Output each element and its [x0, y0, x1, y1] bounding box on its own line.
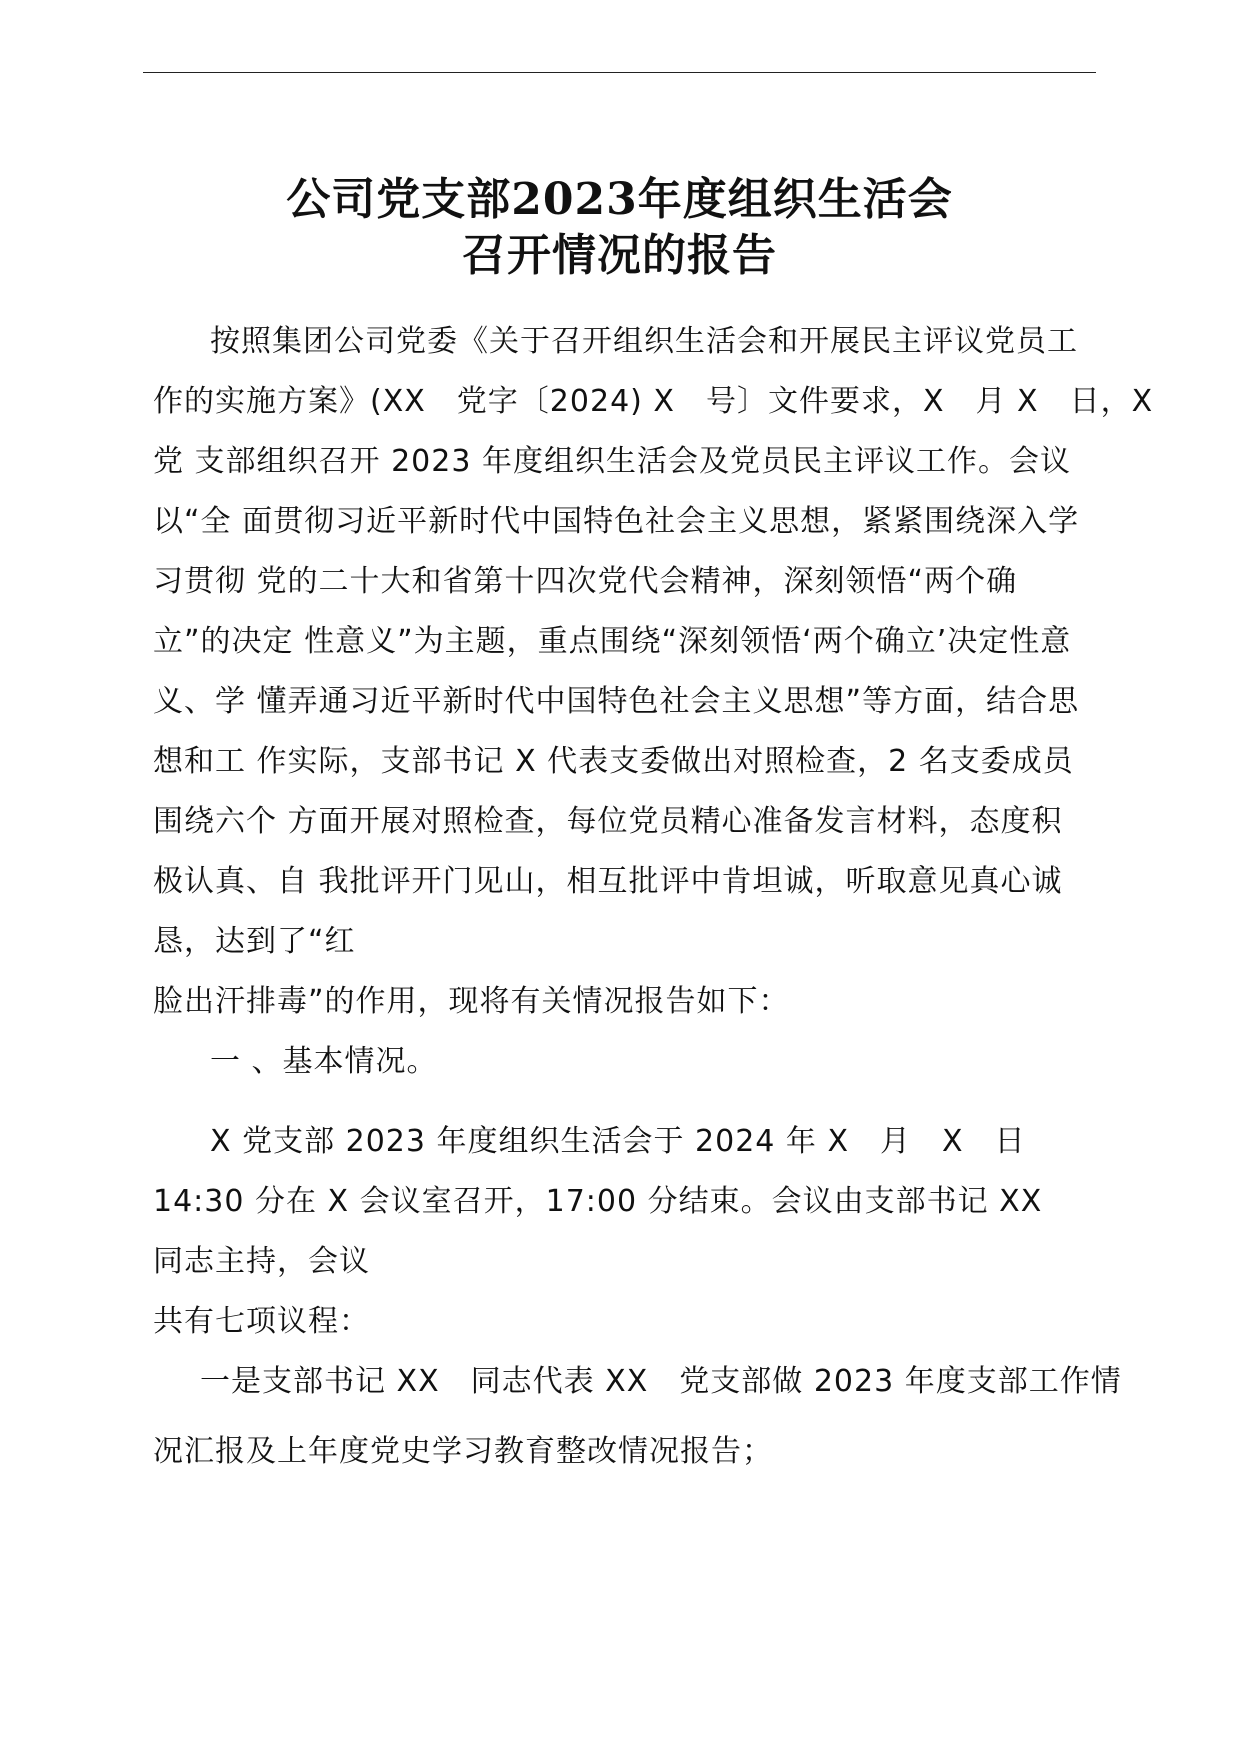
paragraph-line: 按照集团公司党委《关于召开组织生活会和开展民主评议党员工 — [210, 324, 1078, 359]
paragraph-line: 同志主持，会议 — [153, 1244, 370, 1279]
paragraph-line: 极认真、自 我批评开门见山，相互批评中肯坦诚，听取意见真心诚 — [153, 864, 1063, 899]
title-line-1: 公司党支部2023年度组织生活会 — [286, 174, 953, 225]
paragraph-line: 共有七项议程： — [153, 1304, 370, 1339]
paragraph-line: 恳，达到了“红 — [153, 924, 356, 959]
paragraph-line: 14:30 分在 X 会议室召开，17:00 分结束。会议由支部书记 XX — [153, 1184, 1043, 1219]
paragraph-line: 义、学 懂弄通习近平新时代中国特色社会主义思想”等方面，结合思 — [153, 684, 1080, 719]
paragraph-line: 作的实施方案》(XX 党字〔2024) X 号〕文件要求，X 月 X 日，X — [153, 384, 1154, 419]
paragraph-line: 况汇报及上年度党史学习教育整改情况报告； — [153, 1434, 773, 1469]
agenda-item: 一是支部书记 XX 同志代表 XX 党支部做 2023 年度支部工作情 — [200, 1364, 1122, 1399]
paragraph-line: 想和工 作实际，支部书记 X 代表支委做出对照检查，2 名支委成员 — [153, 744, 1074, 779]
title-line-2: 召开情况的报告 — [462, 230, 777, 281]
paragraph-line: 立”的决定 性意义”为主题，重点围绕“深刻领悟‘两个确立’决定性意 — [153, 624, 1072, 659]
paragraph-line: 党 支部组织召开 2023 年度组织生活会及党员民主评议工作。会议 — [153, 444, 1071, 479]
paragraph-line: 围绕六个 方面开展对照检查，每位党员精心准备发言材料，态度积 — [153, 804, 1063, 839]
paragraph-line: X 党支部 2023 年度组织生活会于 2024 年 X 月 X 日 — [210, 1124, 1026, 1159]
section-heading: 一 、基本情况。 — [210, 1044, 438, 1079]
header-rule — [143, 72, 1096, 73]
document-title — [143, 172, 1096, 284]
paragraph-line: 习贯彻 党的二十大和省第十四次党代会精神，深刻领悟“两个确 — [153, 564, 1018, 599]
paragraph-line: 以“全 面贯彻习近平新时代中国特色社会主义思想，紧紧围绕深入学 — [153, 504, 1080, 539]
paragraph-line: 脸出汗排毒”的作用，现将有关情况报告如下： — [153, 984, 790, 1019]
